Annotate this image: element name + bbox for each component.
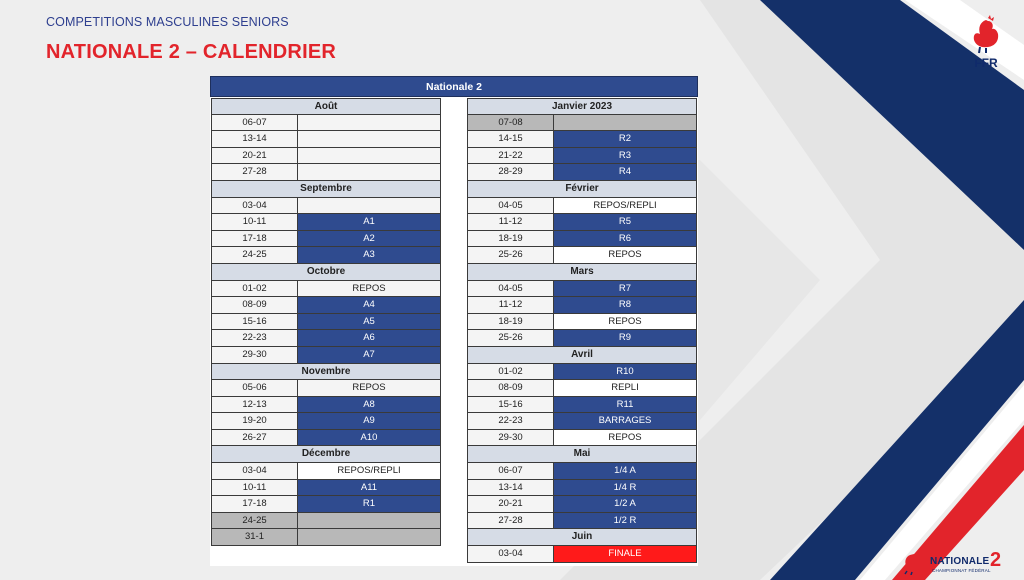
calendar-row (467, 364, 697, 381)
round-cell: REPOS (554, 430, 697, 446)
calendar-row (211, 413, 441, 430)
round-cell: A7 (298, 347, 441, 363)
date-cell: 27-28 (211, 164, 298, 180)
round-cell (298, 198, 441, 214)
round-cell: FINALE (554, 546, 697, 562)
calendar-right-column (467, 98, 697, 563)
round-cell: A2 (298, 231, 441, 247)
calendar-row (467, 131, 697, 148)
round-cell: A3 (298, 247, 441, 263)
calendar-row (211, 430, 441, 447)
calendar-row (467, 231, 697, 248)
round-cell: R7 (554, 281, 697, 297)
round-cell: R5 (554, 214, 697, 230)
round-cell: A5 (298, 314, 441, 330)
date-cell: 22-23 (467, 413, 554, 429)
calendar-row (211, 281, 441, 298)
month-header: Septembre (211, 181, 441, 198)
calendar-table (210, 76, 698, 566)
calendar-row (211, 513, 441, 530)
date-cell: 22-23 (211, 330, 298, 346)
calendar-row (467, 463, 697, 480)
calendar-row (211, 330, 441, 347)
date-cell: 25-26 (467, 330, 554, 346)
calendar-row (467, 281, 697, 298)
round-cell: R3 (554, 148, 697, 164)
date-cell: 13-14 (467, 480, 554, 496)
month-header: Juin (467, 529, 697, 546)
calendar-row (467, 148, 697, 165)
date-cell: 12-13 (211, 397, 298, 413)
round-cell: 1/4 A (554, 463, 697, 479)
calendar-row (467, 413, 697, 430)
date-cell: 29-30 (467, 430, 554, 446)
calendar-row (211, 463, 441, 480)
round-cell: REPOS (298, 380, 441, 396)
calendar-row (467, 247, 697, 264)
round-cell: A10 (298, 430, 441, 446)
date-cell: 03-04 (467, 546, 554, 562)
month-header: Mars (467, 264, 697, 281)
calendar-row (211, 297, 441, 314)
calendar-row (211, 247, 441, 264)
rooster-icon (966, 14, 1006, 54)
round-cell (298, 529, 441, 545)
calendar-row (467, 115, 697, 132)
month-header: Avril (467, 347, 697, 364)
calendar-row (211, 347, 441, 364)
date-cell: 08-09 (211, 297, 298, 313)
round-cell: REPOS/REPLI (554, 198, 697, 214)
calendar-row (211, 397, 441, 414)
nationale-word: NATIONALE (930, 556, 990, 567)
date-cell: 11-12 (467, 214, 554, 230)
calendar-row (467, 496, 697, 513)
round-cell: REPLI (554, 380, 697, 396)
calendar-row (467, 380, 697, 397)
date-cell: 29-30 (211, 347, 298, 363)
calendar-row (211, 231, 441, 248)
round-cell: REPOS (298, 281, 441, 297)
round-cell: R1 (298, 496, 441, 512)
round-cell: R9 (554, 330, 697, 346)
date-cell: 25-26 (467, 247, 554, 263)
round-cell (298, 131, 441, 147)
calendar-row (467, 297, 697, 314)
round-cell: A9 (298, 413, 441, 429)
calendar-row (211, 148, 441, 165)
month-header: Décembre (211, 446, 441, 463)
page-title: NATIONALE 2 – CALENDRIER (46, 41, 337, 63)
round-cell (298, 115, 441, 131)
calendar-row (211, 214, 441, 231)
round-cell (298, 164, 441, 180)
date-cell: 24-25 (211, 247, 298, 263)
round-cell: REPOS (554, 247, 697, 263)
round-cell: A11 (298, 480, 441, 496)
calendar-row (467, 430, 697, 447)
date-cell: 11-12 (467, 297, 554, 313)
round-cell: R6 (554, 231, 697, 247)
round-cell: A6 (298, 330, 441, 346)
round-cell: R4 (554, 164, 697, 180)
round-cell: R11 (554, 397, 697, 413)
date-cell: 28-29 (467, 164, 554, 180)
round-cell: 1/2 A (554, 496, 697, 512)
date-cell: 01-02 (211, 281, 298, 297)
calendar-row (211, 496, 441, 513)
date-cell: 15-16 (467, 397, 554, 413)
date-cell: 13-14 (211, 131, 298, 147)
date-cell: 18-19 (467, 231, 554, 247)
month-header: Mai (467, 446, 697, 463)
date-cell: 05-06 (211, 380, 298, 396)
date-cell: 15-16 (211, 314, 298, 330)
month-header: Janvier 2023 (467, 98, 697, 115)
calendar-row (467, 198, 697, 215)
round-cell (298, 148, 441, 164)
round-cell (298, 513, 441, 529)
round-cell: 1/2 R (554, 513, 697, 529)
date-cell: 17-18 (211, 231, 298, 247)
calendar-row (467, 480, 697, 497)
calendar-row (211, 198, 441, 215)
month-header: Novembre (211, 364, 441, 381)
date-cell: 20-21 (211, 148, 298, 164)
date-cell: 03-04 (211, 463, 298, 479)
month-header: Février (467, 181, 697, 198)
date-cell: 24-25 (211, 513, 298, 529)
calendar-row (467, 397, 697, 414)
page-subtitle: COMPETITIONS MASCULINES SENIORS (46, 15, 289, 29)
nationale-number: 2 (990, 549, 1002, 571)
calendar-row (467, 314, 697, 331)
round-cell: R2 (554, 131, 697, 147)
date-cell: 19-20 (211, 413, 298, 429)
date-cell: 14-15 (467, 131, 554, 147)
calendar-row (467, 214, 697, 231)
date-cell: 31-1 (211, 529, 298, 545)
round-cell: A1 (298, 214, 441, 230)
round-cell: R8 (554, 297, 697, 313)
date-cell: 06-07 (467, 463, 554, 479)
calendar-row (211, 115, 441, 132)
calendar-row (211, 164, 441, 181)
round-cell: A8 (298, 397, 441, 413)
calendar-row (211, 480, 441, 497)
calendar-row (211, 131, 441, 148)
calendar-left-column (211, 98, 441, 546)
round-cell: A4 (298, 297, 441, 313)
ffr-text: FFR (974, 56, 998, 70)
nationale-2-logo (902, 549, 1006, 577)
round-cell: REPOS (554, 314, 697, 330)
date-cell: 04-05 (467, 281, 554, 297)
round-cell: REPOS/REPLI (298, 463, 441, 479)
date-cell: 06-07 (211, 115, 298, 131)
calendar-row (467, 164, 697, 181)
date-cell: 10-11 (211, 214, 298, 230)
calendar-title: Nationale 2 (210, 76, 698, 97)
date-cell: 26-27 (211, 430, 298, 446)
date-cell: 27-28 (467, 513, 554, 529)
round-cell: BARRAGES (554, 413, 697, 429)
date-cell: 20-21 (467, 496, 554, 512)
round-cell: 1/4 R (554, 480, 697, 496)
date-cell: 01-02 (467, 364, 554, 380)
date-cell: 07-08 (467, 115, 554, 131)
calendar-row (211, 380, 441, 397)
month-header: Octobre (211, 264, 441, 281)
round-cell (554, 115, 697, 131)
rooster-icon (902, 551, 928, 575)
calendar-row (211, 529, 441, 546)
date-cell: 18-19 (467, 314, 554, 330)
date-cell: 17-18 (211, 496, 298, 512)
date-cell: 21-22 (467, 148, 554, 164)
calendar-row (467, 546, 697, 563)
calendar-row (467, 330, 697, 347)
round-cell: R10 (554, 364, 697, 380)
date-cell: 03-04 (211, 198, 298, 214)
date-cell: 10-11 (211, 480, 298, 496)
ffr-logo (966, 14, 1006, 72)
nationale-subtitle: CHAMPIONNAT FÉDÉRAL (932, 568, 991, 573)
calendar-row (467, 513, 697, 530)
date-cell: 04-05 (467, 198, 554, 214)
calendar-row (211, 314, 441, 331)
date-cell: 08-09 (467, 380, 554, 396)
month-header: Août (211, 98, 441, 115)
